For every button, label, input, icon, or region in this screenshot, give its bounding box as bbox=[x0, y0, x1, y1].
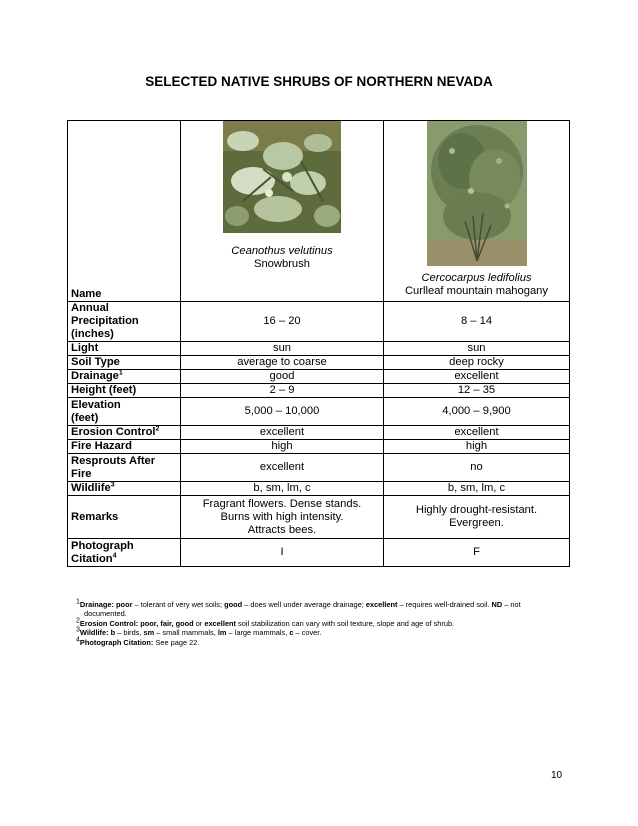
resprouts-value-2: no bbox=[384, 454, 570, 482]
row-height bbox=[68, 384, 570, 398]
shrub2-header bbox=[384, 121, 570, 302]
erosion-control-value-1: excellent bbox=[181, 426, 384, 440]
row-elevation bbox=[68, 398, 570, 426]
photograph-citation-label: Photograph Citation$^4$ bbox=[68, 539, 181, 567]
drainage-value-2: excellent bbox=[384, 370, 570, 384]
shrub2-scientific-name: Cercocarpus ledifolius bbox=[421, 272, 532, 284]
row-light bbox=[68, 342, 570, 356]
footnote-3: $^3$Wildlife: b – birds, sm – small mammals, lm – large mammals, c – cover. bbox=[76, 626, 322, 638]
page-title: SELECTED NATIVE SHRUBS OF NORTHERN NEVADA bbox=[145, 74, 493, 89]
footnote-4: $^4$Photograph Citation: See page 22. bbox=[76, 636, 200, 647]
mahogany-photo bbox=[427, 121, 527, 266]
fire-hazard-value-2: high bbox=[384, 440, 570, 454]
row-remarks bbox=[68, 496, 570, 539]
mahogany-photo-wrap bbox=[387, 121, 566, 266]
row-soil-type bbox=[68, 356, 570, 370]
name-label: Name bbox=[68, 121, 181, 302]
shrub1-common-name: Snowbrush bbox=[254, 258, 310, 270]
row-wildlife bbox=[68, 482, 570, 496]
height-label: Height (feet) bbox=[68, 384, 181, 398]
erosion-control-label: Erosion Control$^2$ bbox=[68, 426, 181, 440]
fire-hazard-value-1: high bbox=[181, 440, 384, 454]
remarks-label: Remarks bbox=[68, 496, 181, 539]
light-label: Light bbox=[68, 342, 181, 356]
header-row bbox=[68, 121, 570, 302]
row-resprouts bbox=[68, 454, 570, 482]
drainage-label: Drainage$^1$ bbox=[68, 370, 181, 384]
row-drainage bbox=[68, 370, 570, 384]
drainage-value-1: good bbox=[181, 370, 384, 384]
soil-type-value-2: deep rocky bbox=[384, 356, 570, 370]
footnote-1: $^1$Drainage: poor – tolerant of very wet soils; good – does well under average drainage; excellent – requires well-drained soil. ND – not bbox=[76, 598, 521, 609]
wildlife-value-2: b, sm, lm, c bbox=[384, 482, 570, 496]
resprouts-label: Resprouts After Fire bbox=[68, 454, 181, 482]
photograph-citation-value-2: F bbox=[384, 539, 570, 567]
shrub1-header bbox=[181, 121, 384, 302]
footnote-2: $^2$Erosion Control: poor, fair, good or excellent soil stabilization can vary with soil texture, slope and age of shrub. bbox=[76, 617, 455, 628]
page-number: 10 bbox=[551, 770, 563, 781]
soil-type-label: Soil Type bbox=[68, 356, 181, 370]
soil-type-value-1: average to coarse bbox=[181, 356, 384, 370]
photograph-citation-value-1: I bbox=[181, 539, 384, 567]
erosion-control-value-2: excellent bbox=[384, 426, 570, 440]
remarks-value-2: Highly drought-resistant. Evergreen. bbox=[384, 496, 570, 539]
row-erosion-control bbox=[68, 426, 570, 440]
snowbrush-photo-wrap bbox=[184, 121, 380, 233]
row-photograph-citation bbox=[68, 539, 570, 567]
fire-hazard-label: Fire Hazard bbox=[68, 440, 181, 454]
wildlife-value-1: b, sm, lm, c bbox=[181, 482, 384, 496]
light-value-2: sun bbox=[384, 342, 570, 356]
row-fire-hazard bbox=[68, 440, 570, 454]
height-value-1: 2 – 9 bbox=[181, 384, 384, 398]
snowbrush-photo bbox=[223, 121, 341, 233]
precipitation-value-1: 16 – 20 bbox=[181, 302, 384, 342]
elevation-value-2: 4,000 – 9,900 bbox=[384, 398, 570, 426]
shrub1-scientific-name: Ceanothus velutinus bbox=[231, 245, 333, 257]
precipitation-value-2: 8 – 14 bbox=[384, 302, 570, 342]
wildlife-label: Wildlife$^3$ bbox=[68, 482, 181, 496]
footnote-1-continued: documented. bbox=[84, 609, 127, 619]
shrub2-common-name: Curlleaf mountain mahogany bbox=[404, 285, 549, 297]
precipitation-label: Annual Precipitation (inches) bbox=[68, 302, 181, 342]
elevation-value-1: 5,000 – 10,000 bbox=[181, 398, 384, 426]
resprouts-value-1: excellent bbox=[181, 454, 384, 482]
footnotes bbox=[76, 600, 566, 647]
height-value-2: 12 – 35 bbox=[384, 384, 570, 398]
light-value-1: sun bbox=[181, 342, 384, 356]
remarks-value-1: Fragrant flowers. Dense stands. Burns with high intensity. Attracts bees. bbox=[181, 496, 384, 539]
row-precipitation bbox=[68, 302, 570, 342]
shrub-table bbox=[67, 120, 570, 567]
elevation-label: Elevation (feet) bbox=[68, 398, 181, 426]
